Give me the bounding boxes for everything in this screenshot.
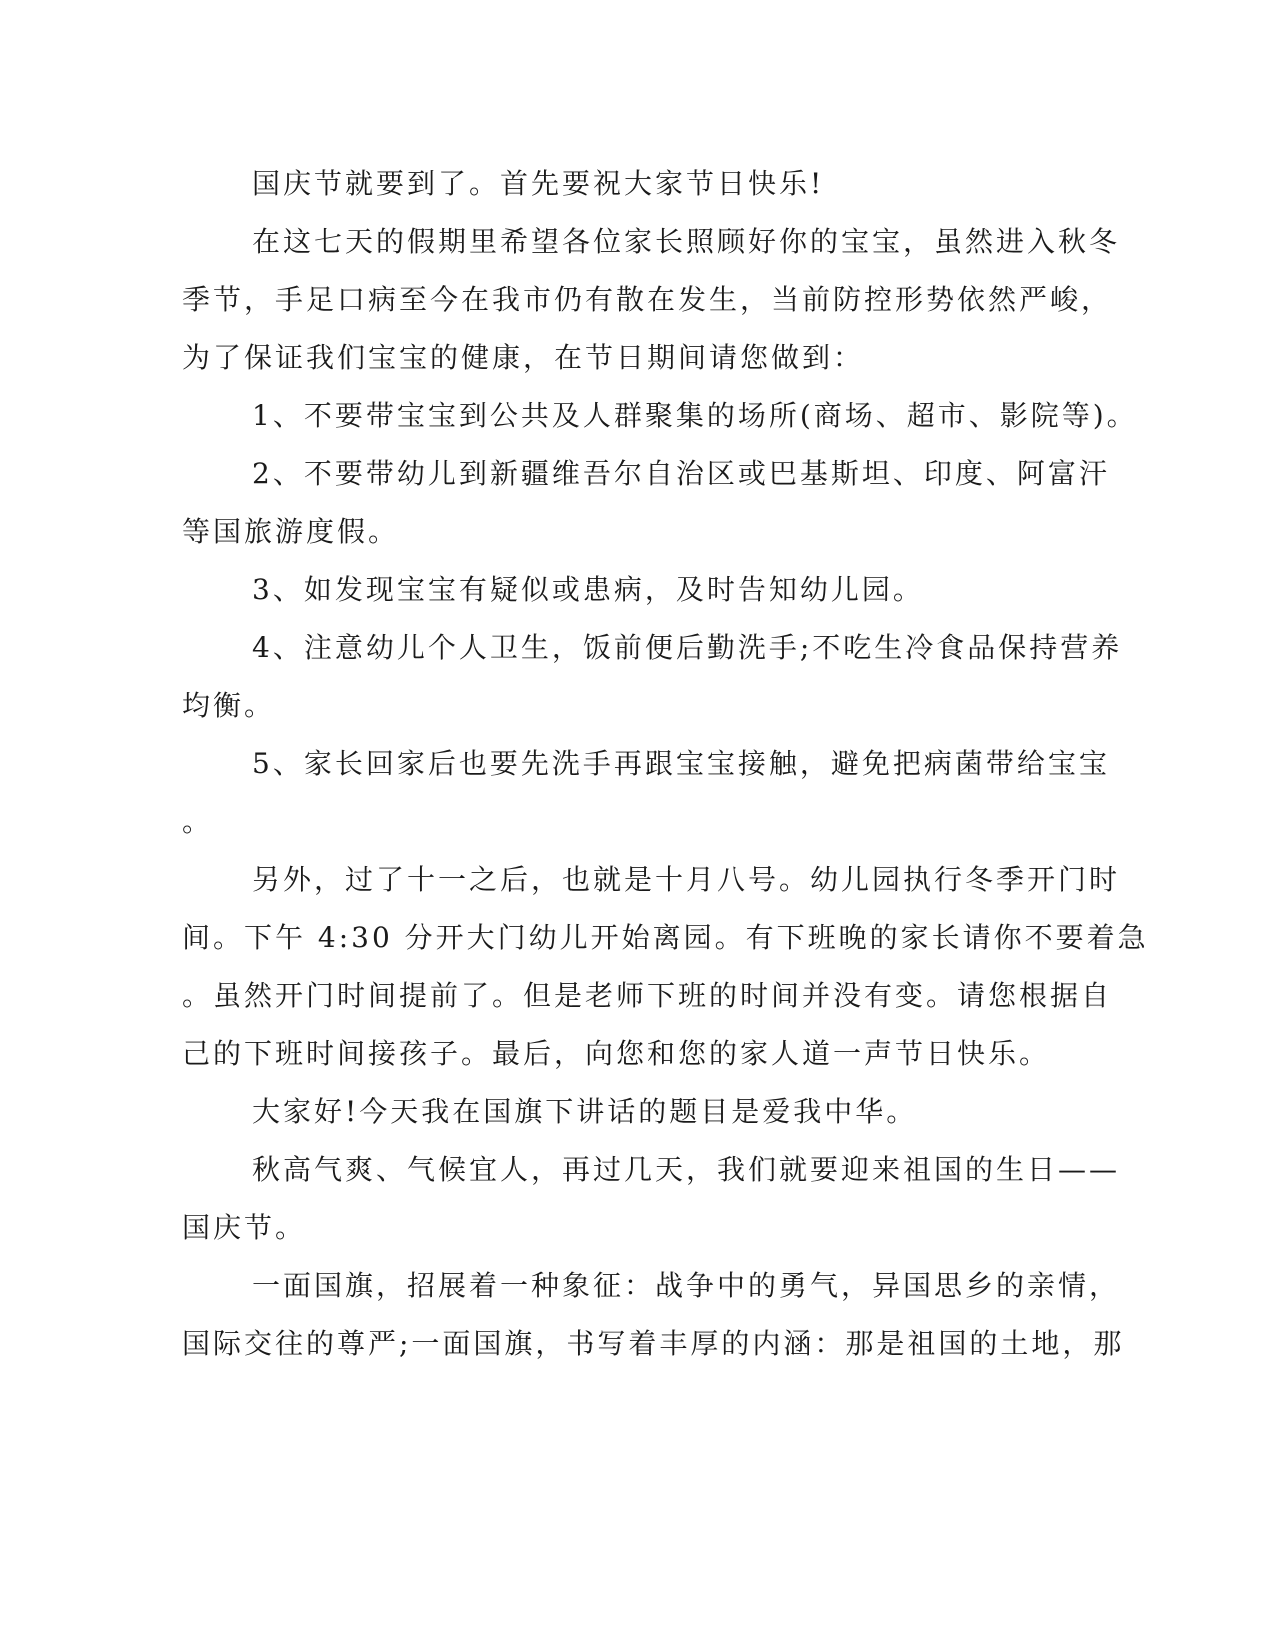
text-line-08: 3、如发现宝宝有疑似或患病，及时告知幼儿园。 [252, 573, 924, 606]
text-line-12: 。 [182, 805, 214, 838]
text-line-06: 2、不要带幼儿到新疆维吾尔自治区或巴基斯坦、印度、阿富汗 [252, 457, 1110, 490]
text-line-15: 。虽然开门时间提前了。但是老师下班的时间并没有变。请您根据自 [182, 979, 1113, 1012]
text-line-09: 4、注意幼儿个人卫生，饭前便后勤洗手;不吃生冷食品保持营养 [252, 631, 1123, 664]
text-line-18: 秋高气爽、气候宜人，再过几天，我们就要迎来祖国的生日—— [252, 1153, 1121, 1186]
text-line-03: 季节，手足口病至今在我市仍有散在发生，当前防控形势依然严峻， [182, 283, 1113, 316]
text-line-11: 5、家长回家后也要先洗手再跟宝宝接触，避免把病菌带给宝宝 [252, 747, 1110, 780]
text-line-21: 国际交往的尊严;一面国旗，书写着丰厚的内涵：那是祖国的土地，那 [182, 1327, 1125, 1360]
text-line-02: 在这七天的假期里希望各位家长照顾好你的宝宝，虽然进入秋冬 [252, 225, 1121, 258]
text-line-01: 国庆节就要到了。首先要祝大家节日快乐! [252, 167, 825, 200]
text-line-05: 1、不要带宝宝到公共及人群聚集的场所(商场、超市、影院等)。 [252, 399, 1138, 432]
text-line-13: 另外，过了十一之后，也就是十月八号。幼儿园执行冬季开门时 [252, 863, 1121, 896]
text-line-20: 一面国旗，招展着一种象征：战争中的勇气，异国思乡的亲情， [252, 1269, 1121, 1302]
text-line-16: 己的下班时间接孩子。最后，向您和您的家人道一声节日快乐。 [182, 1037, 1051, 1070]
text-line-14: 间。下午 4:30 分开大门幼儿开始离园。有下班晚的家长请你不要着急 [182, 921, 1149, 954]
text-line-19: 国庆节。 [182, 1211, 307, 1244]
text-line-04: 为了保证我们宝宝的健康，在节日期间请您做到： [182, 341, 865, 374]
text-line-17: 大家好!今天我在国旗下讲话的题目是爱我中华。 [252, 1095, 918, 1128]
text-line-07: 等国旅游度假。 [182, 515, 400, 548]
text-line-10: 均衡。 [182, 689, 276, 722]
